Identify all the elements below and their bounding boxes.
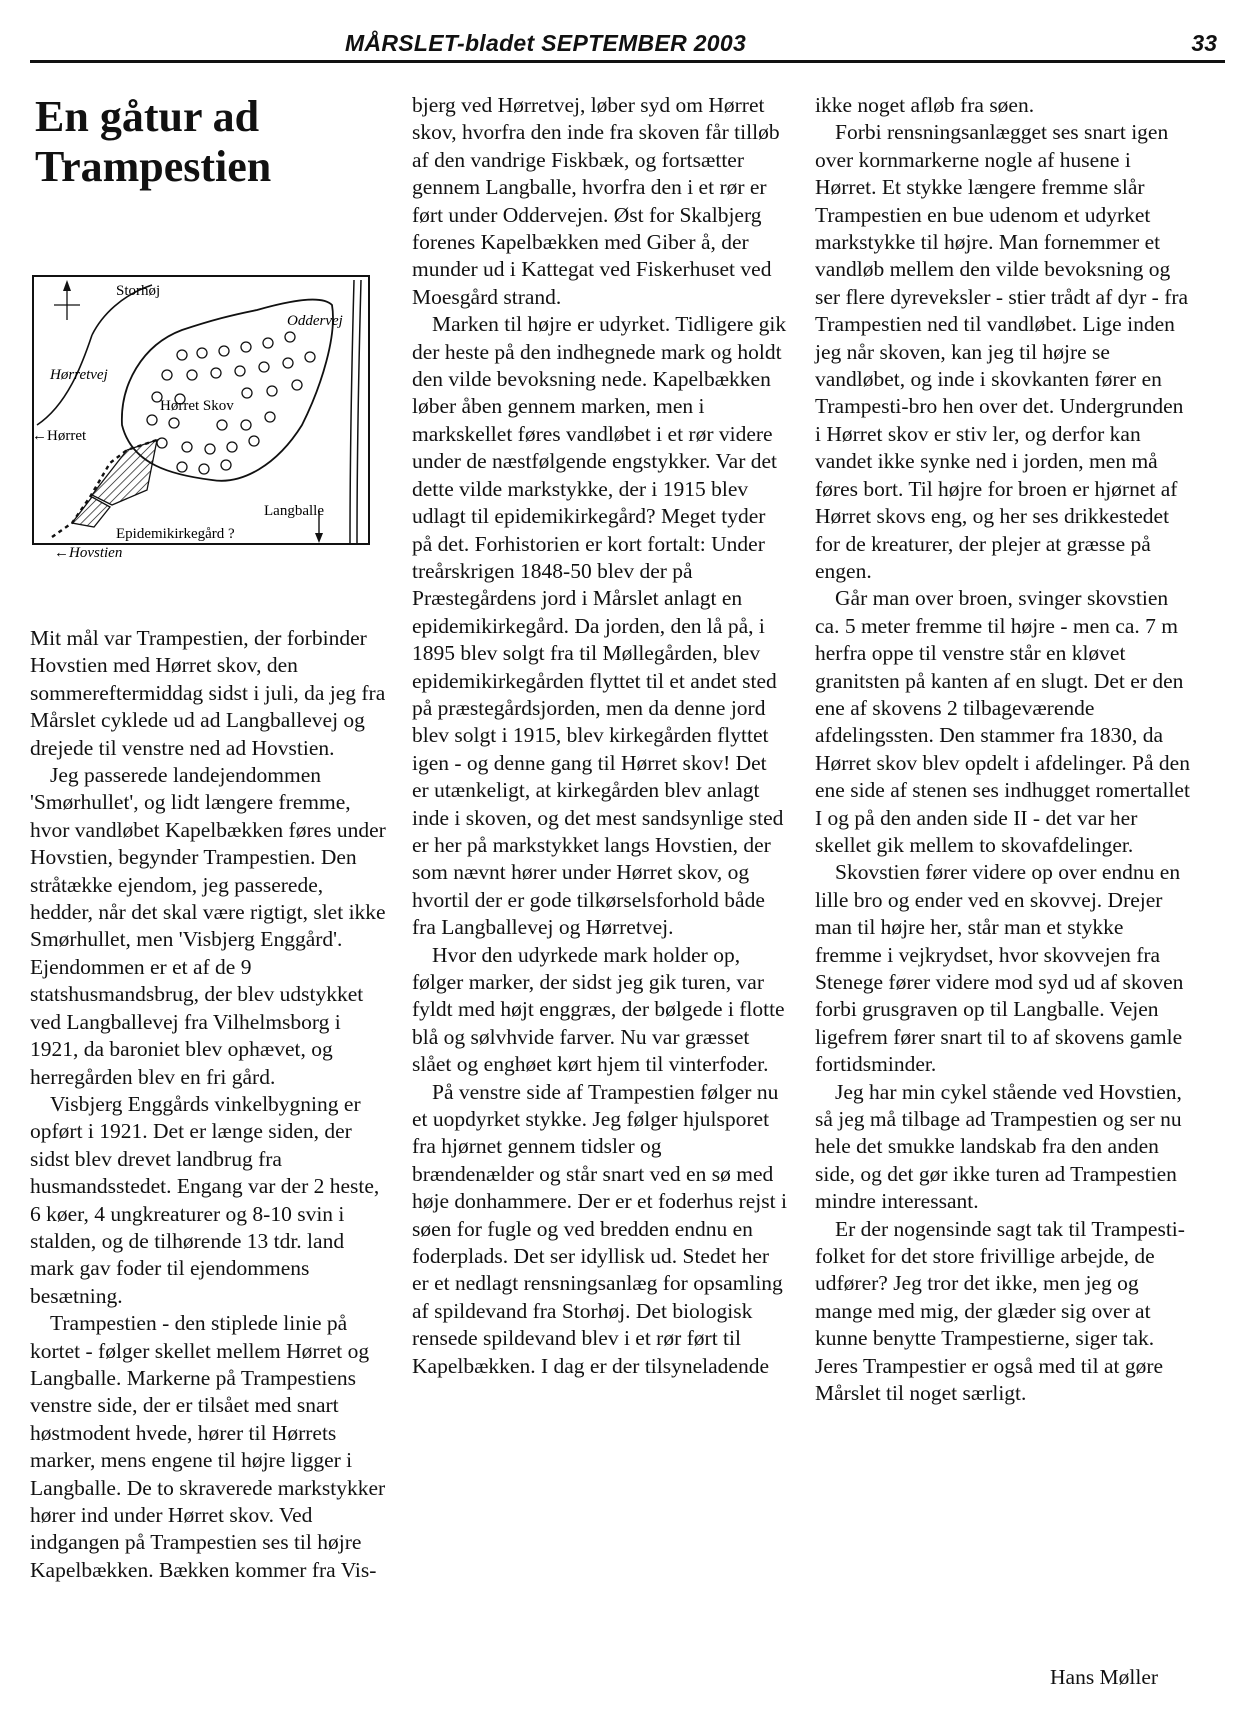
map-label-horret-skov: Hørret Skov bbox=[160, 398, 234, 414]
title-line-2: Trampestien bbox=[35, 142, 272, 191]
paragraph: Mit mål var Trampestien, der forbinder Hovstien med Hørret skov, den sommereftermiddag sidst i juli, da jeg fra Mårslet cyklede ud ad Langballevej og drejede til venstre ned ad Hovstien. bbox=[30, 626, 386, 760]
header-rule bbox=[30, 60, 1225, 63]
map-label-hovstien: ←Hovstien bbox=[54, 545, 123, 561]
paragraph: Forbi rensningsanlægget ses snart igen over kornmarkerne nogle af husene i Hørret. Et stykke længere fremme slår Trampestien en bue udenom et udyrket markstykke til højre. Man fornemmer et vandløb mellem den vilde bevoksning og ser flere dyreveksler - stier trådt af dyr - fra Trampestien ned til vandløbet. Lige inden jeg når skoven, kan jeg til højre se vandløbet, og inde i skovkanten fører en Trampesti-bro hen over det. Undergrunden i Hørret skov er stiv ler, og derfor kan vandet ikke synke ned i jorden, men må føres bort. Til højre for broen er hjørnet af Hørret skovs eng, og her ses drikkestedet for de kreaturer, der plejer at græsse på engen. bbox=[815, 120, 1189, 583]
column-3 bbox=[815, 92, 1190, 1408]
column-1 bbox=[30, 625, 390, 1584]
map-label-storhoj: Storhøj bbox=[116, 283, 161, 299]
paragraph: Skovstien fører videre op over endnu en lille bro og ender ved en skovvej. Drejer man til højre her, står man et stykke fremme i vejkrydset, hvor skovvejen fra Stenege fører videre mod syd ud af skoven forbi grusgraven op til Langballe. Vejen ligefrem fører snart til to af skovens gamle fortidsminder. bbox=[815, 860, 1184, 1077]
paragraph: Marken til højre er udyrket. Tidligere gik der heste på den indhegnede mark og holdt den vilde bevoksning nede. Kapelbækken løber åben gennem marken, men i markskellet føres vandløbet i et rør videre under de næstfølgende engstykker. Var det dette vilde markstykke, der i 1915 blev udlagt til epidemikirkegård? Meget tyder på det. Forhistorien er kort fortalt: Under treårskrigen 1848-50 blev der på Præstegårdens jord i Mårslet anlagt en epidemikirkegård. Da jorden, den lå på, i 1895 blev solgt fra til Møllegården, blev epidemikirkegården flyttet til et andet sted på præstegårdsjorden, men da denne jord blev solgt i 1915, blev kirkegården flyttet igen - og denne gang til Hørret skov! Det er utænkeligt, at kirkegården blev anlagt inde i skoven, og det mest sandsynlige sted er her på markstykket langs Hovstien, der som nævnt hører under Hørret skov, og hvortil der er gode tilkørselsforhold både fra Langballevej og Hørretvej. bbox=[412, 312, 787, 940]
paragraph: bjerg ved Hørretvej, løber syd om Hørret skov, hvorfra den inde fra skoven får tilløb af den vandrige Fiskbæk, og fortsætter gennem Langballe, hvorfra den i et rør er ført under Oddervejen. Øst for Skalbjerg forenes Kapelbækken med Giber å, der munder ud i Kattegat ved Fiskerhuset ved Moesgård strand. bbox=[412, 93, 780, 309]
column-2 bbox=[412, 92, 787, 1380]
paragraph: Visbjerg Enggårds vinkelbygning er opført i 1921. Det er længe siden, der sidst blev drevet landbrug fra husmandsstedet. Engang var der 2 heste, 6 køer, 4 ungkreaturer og 8-10 svin i stalden, og de tilhørende 13 tdr. land mark gav foder til ejendommens besætning. bbox=[30, 1091, 380, 1308]
masthead: MÅRSLET-bladet SEPTEMBER 2003 bbox=[345, 30, 747, 56]
map-label-langballe: Langballe bbox=[264, 503, 324, 519]
title-line-1: En gåtur ad bbox=[35, 92, 260, 141]
paragraph: Er der nogensinde sagt tak til Trampesti-folket for det store frivillige arbejde, de udfører? Jeg tror det ikke, men jeg og mange med mig, der glæder sig over at kunne benytte Trampestierne, siger tak. Jeres Trampestier er også med til at gøre Mårslet til noget særligt. bbox=[815, 1216, 1185, 1406]
paragraph: På venstre side af Trampestien følger nu et uopdyrket stykke. Jeg følger hjulsporet fra hjørnet gennem tidsler og brændenælder og står snart ved en sø med høje donhammere. Der er et foderhus rejst i søen for fugle og ved bredden endnu en foderplads. Det ser idyllisk ud. Stedet her er et nedlagt rensningsanlæg for opsamling af spildevand fra Storhøj. Det biologisk rensede spildevand blev i et rør ført til Kapelbækken. I dag er der tilsyneladende bbox=[412, 1079, 787, 1378]
page-header bbox=[30, 30, 1225, 64]
paragraph: Går man over broen, svinger skovstien ca. 5 meter fremme til højre - men ca. 7 m herfra oppe til venstre står en kløvet granitsten på kanten af en slugt. Det er den ene af skovens 2 tilbageværende afdelingssten. Den stammer fra 1830, da Hørret skov blev opdelt i afdelinger. På den ene side af stenen ses indhugget romertallet I og på den anden side II - det var her skellet gik mellem to skovafdelinger. bbox=[815, 586, 1190, 857]
paragraph: Jeg har min cykel stående ved Hovstien, så jeg må tilbage ad Trampestien og ser nu hele det smukke landskab fra den anden side, og det gør ikke turen ad Trampestien mindre interessant. bbox=[815, 1079, 1182, 1214]
map-label-horretvej: Hørretvej bbox=[50, 367, 108, 383]
author-signature: Hans Møller bbox=[1050, 1665, 1159, 1689]
paragraph: Trampestien - den stiplede linie på kortet - følger skellet mellem Hørret og Langballe. Markerne på Trampestiens venstre side, der er tilsået med snart høstmodent hvede, hører til Hørrets marker, mens engene til højre ligger i Langballe. De to skraverede markstykker hører ind under Hørret skov. Ved indgangen på Trampestien ses til højre Kapelbækken. Bækken kommer fra Vis- bbox=[30, 1311, 386, 1582]
page-number: 33 bbox=[1191, 30, 1217, 56]
paragraph: Jeg passerede landejendommen 'Smørhullet', og lidt længere fremme, hvor vandløbet Kapelbækken føres under Hovstien, begynder Trampestien. Den stråtække ejendom, jeg passerede, hedder, når det skal være rigtigt, slet ikke Smørhullet, men 'Visbjerg Enggård'. Ejendommen er et af de 9 statshusmandsbrug, der blev udstykket ved Langballevej fra Vilhelmsborg i 1921, da baroniet blev ophævet, og herregården blev en fri gård. bbox=[30, 763, 386, 1089]
article-title bbox=[35, 92, 395, 192]
map-figure bbox=[32, 275, 372, 593]
map-label-horret: ←Hørret bbox=[32, 428, 87, 444]
map-label-oddervej: Oddervej bbox=[287, 313, 343, 329]
paragraph: Hvor den udyrkede mark holder op, følger marker, der sidst jeg gik turen, var fyldt med højt enggræs, der bølgede i flotte blå og sølvhvide farver. Nu var græsset slået og enghøet kørt hjem til vinterfoder. bbox=[412, 942, 785, 1077]
map-label-epidemikirkegard: Epidemikirkegård ? bbox=[116, 526, 235, 542]
paragraph: ikke noget afløb fra søen. bbox=[815, 93, 1035, 117]
